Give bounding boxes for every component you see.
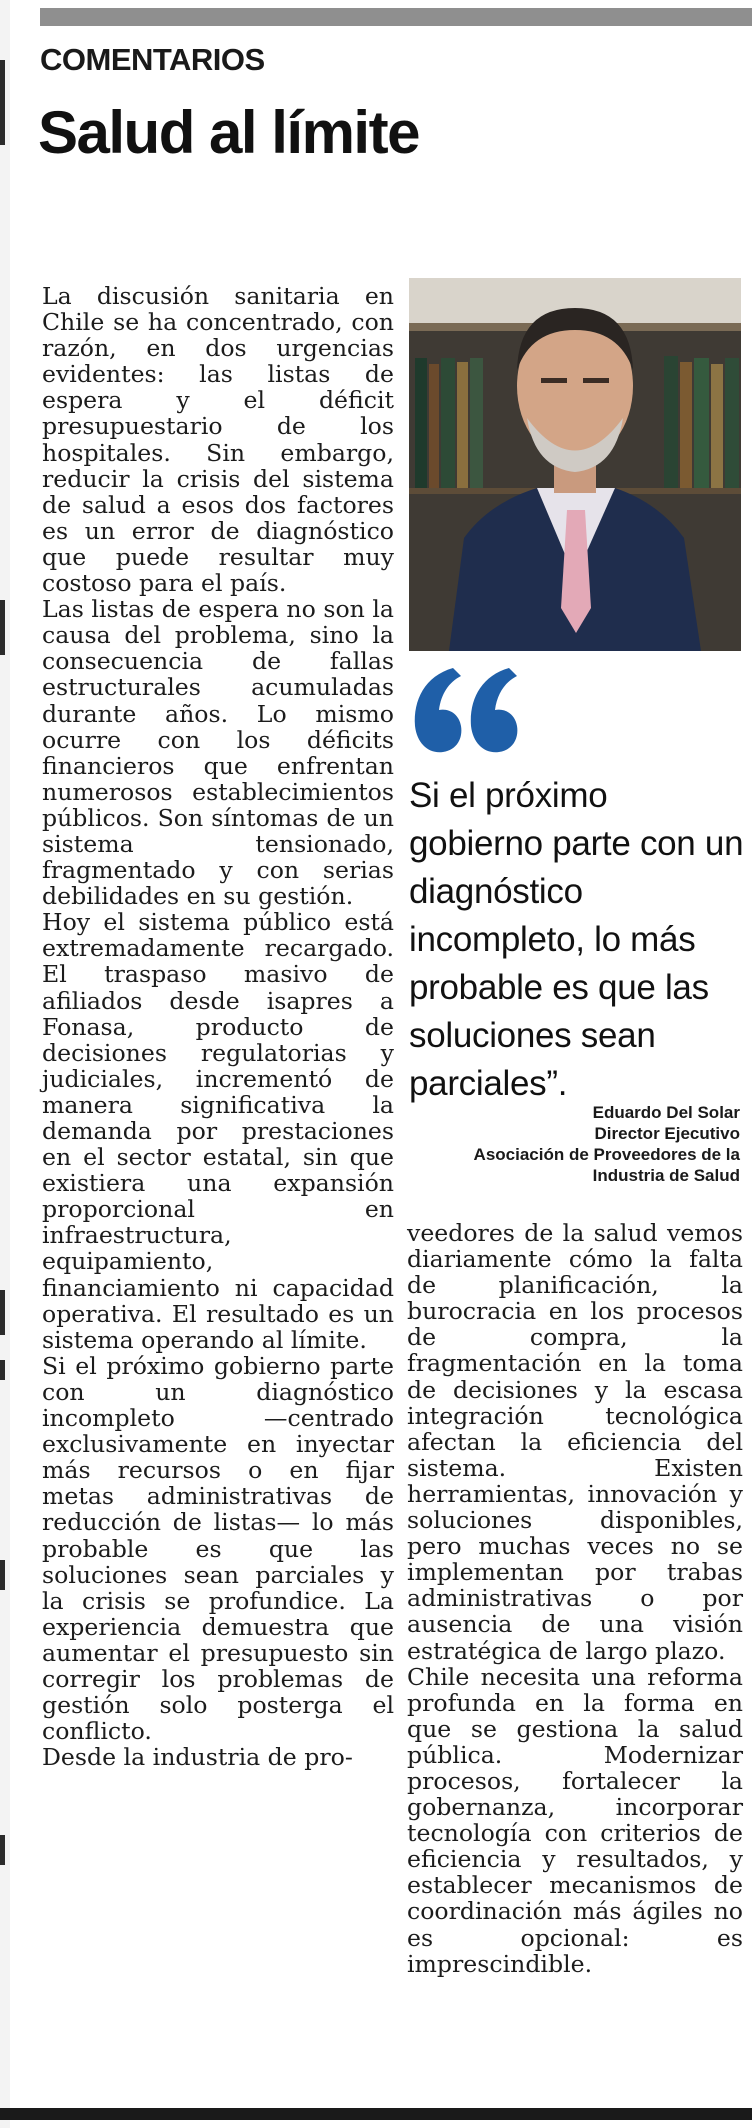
article-column-right	[407, 1220, 743, 1977]
article-column-left	[42, 283, 394, 1770]
author-attribution	[474, 1102, 740, 1186]
edge-mark	[0, 1290, 5, 1335]
paragraph: Desde la industria de pro-	[42, 1743, 353, 1772]
page-left-edge	[0, 0, 10, 2128]
paragraph: Hoy el sistema público está extremadamente recargado. El traspaso masivo de afiliados desde isapres a Fonasa, producto de decisiones regulatorias y judiciales, incrementó de manera significativa la demanda por prestaciones en el sector estatal, sin que existiera una expansión proporcional en infraestructura, equipamiento, financiamiento ni capacidad operativa. El resultado es un sistema operando al límite.	[42, 908, 394, 1354]
author-role: Director Ejecutivo	[594, 1124, 740, 1143]
edge-mark	[0, 1560, 5, 1590]
author-org: Asociación de Proveedores de la	[473, 1145, 740, 1164]
section-label: COMENTARIOS	[40, 42, 265, 77]
quote-glyph	[415, 668, 518, 752]
edge-mark	[0, 600, 5, 655]
paragraph: La discusión sanitaria en Chile se ha concentrado, con razón, en dos urgencias evidentes: las listas de espera y el déficit presupuestario de los hospitales. Sin embargo, reducir la crisis del sistema de salud a esos dos factores es un error de diagnóstico que puede resultar muy costoso para el país.	[42, 282, 394, 598]
headline: Salud al límite	[38, 99, 419, 166]
quote-mark-icon	[409, 660, 519, 760]
top-rule	[40, 8, 752, 26]
author-org: Industria de Salud	[592, 1166, 740, 1185]
edge-mark	[0, 60, 5, 145]
author-photo	[409, 278, 741, 651]
bottom-rule	[0, 2108, 752, 2120]
edge-mark	[0, 1360, 5, 1380]
pull-quote: Si el próximo gobierno parte con un diagnóstico incompleto, lo más probable es que las soluciones sean parciales”.	[409, 776, 744, 1103]
paragraph: Chile necesita una reforma profunda en la forma en que se gestiona la salud pública. Modernizar procesos, fortalecer la gobernanza, incorporar tecnología con criterios de eficiencia y resultados, y establecer mecanismos de coordinación más ágiles no es opcional: es imprescindible.	[407, 1662, 743, 1978]
paragraph: Las listas de espera no son la causa del problema, sino la consecuencia de fallas estructurales acumuladas durante años. Lo mismo ocurre con los déficits financieros que enfrentan numerosos establecimientos públicos. Son síntomas de un sistema tensionado, fragmentado y con serias debilidades en su gestión.	[42, 595, 394, 911]
author-name: Eduardo Del Solar	[592, 1103, 740, 1122]
paragraph: veedores de la salud vemos diariamente cómo la falta de planificación, la burocracia en los procesos de compra, la fragmentación en la toma de decisiones y la escasa integración tecnológica afectan la eficiencia del sistema. Existen herramientas, innovación y soluciones disponibles, pero muchas veces no se implementan por trabas administrativas o por ausencia de una visión estratégica de largo plazo.	[407, 1219, 743, 1665]
paragraph: Si el próximo gobierno parte con un diagnóstico incompleto —centrado exclusivamente en inyectar más recursos o en fijar metas administrativas de reducción de listas— lo más probable es que las soluciones sean parciales y la crisis se profundice. La experiencia demuestra que aumentar el presupuesto sin corregir los problemas de gestión solo posterga el conflicto.	[42, 1351, 394, 1746]
edge-mark	[0, 1835, 5, 1865]
